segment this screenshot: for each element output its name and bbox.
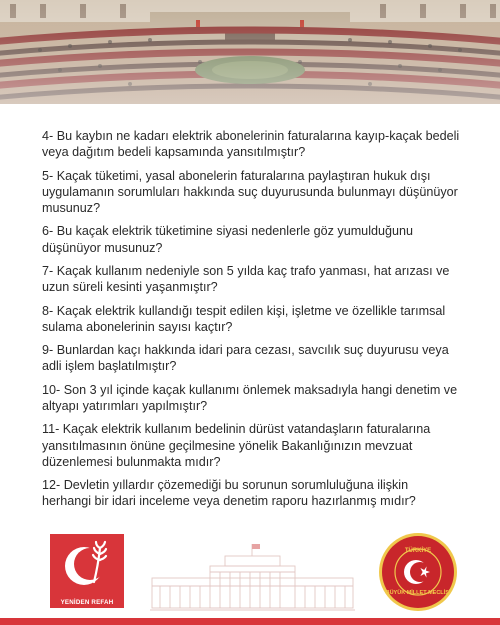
assembly-hall-photo [0, 0, 500, 104]
question-9: 9- Bunlardan kaçı hakkında idari para cezası, savcılık suç duyurusu veya adli işlem başlatılmıştır? [42, 343, 449, 374]
party-logo-icon [50, 534, 124, 608]
question-10: 10- Son 3 yıl içinde kaçak kullanımı önlemek maksadıyla hangi denetim ve altyapı yatırımları yapılmıştır? [42, 382, 458, 413]
question-4: 4- Bu kaybın ne kadarı elektrik abonelerinin faturalarına kayıp-kaçak bedeli veya dağıtım bedeli kapsamında yansıtılmıştır? [42, 129, 460, 160]
bottom-accent-bar [0, 618, 500, 625]
seal-text-top: TÜRKİYE [404, 548, 432, 554]
seal-text-bottom: BÜYÜK MİLLET MECLİSİ [385, 590, 451, 596]
question-6: 6- Bu kaçak elektrik tüketimine siyasi nedenlerle göz yumulduğunu düşünüyor musunuz? [42, 224, 414, 255]
question-list [42, 128, 460, 517]
party-logo-text: YENİDEN REFAH [60, 599, 114, 606]
question-11: 11- Kaçak elektrik kullanım bedelinin dürüst vatandaşların faturalarına yansıtılmasının önüne geçilmesine yönelik Bakanlığınızın mevzuat düzenlemesi bulunmakta mıdır? [42, 422, 431, 469]
question-12: 12- Devletin yıllardır çözemediği bu sorunun sorumluluğuna ilişkin herhangi bir idari inceleme veya denetim raporu hazırlanmış mıdır? [42, 478, 416, 509]
question-8: 8- Kaçak elektrik kullandığı tespit edilen kişi, işletme ve özellikle tarımsal sulama abonelerinin sayısı kaçtır? [42, 303, 446, 334]
parliament-building-icon [150, 542, 355, 614]
question-5: 5- Kaçak tüketimi, yasal abonelerin faturalarına paylaştıran hukuk dışı uygulamanın sorumluları hakkında suç duyurusunda bulunmayı düşünüyor musunuz? [42, 168, 458, 215]
tbmm-seal-icon [378, 532, 458, 612]
question-7: 7- Kaçak kullanım nedeniyle son 5 yılda kaç trafo yanması, hat arızası ve uzun süreli kesinti yaşanmıştır? [42, 263, 450, 295]
footer [0, 522, 500, 625]
